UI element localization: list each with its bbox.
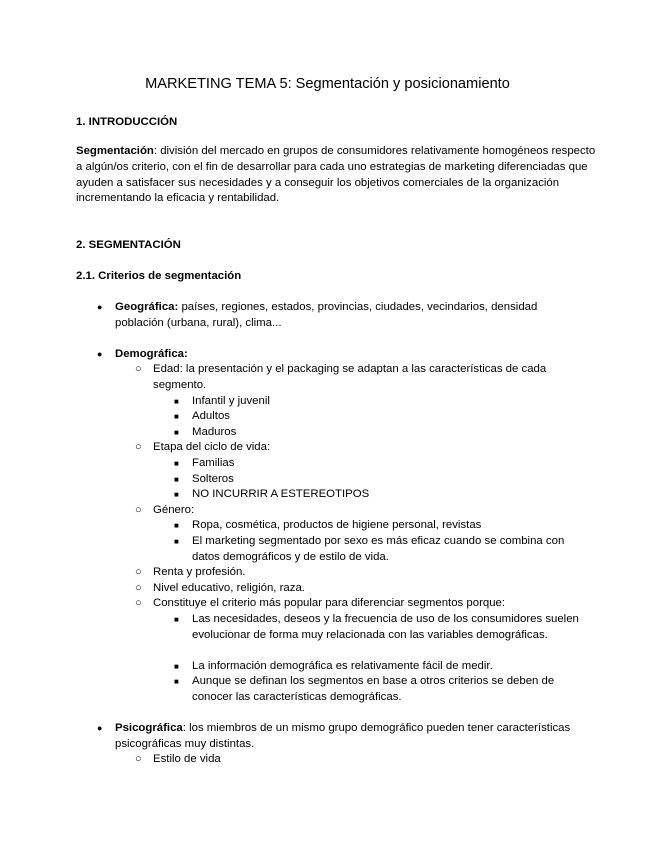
square-bullet-marker: ■: [174, 412, 179, 421]
list-item-text: Familias: [192, 457, 235, 469]
list-item-text: El marketing segmentado por sexo es más eficaz cuando se combina con datos demográficos y de estilo de vida.: [192, 535, 565, 563]
bullet-demografica: [97, 347, 585, 363]
list-item-text: Aunque se definan los segmentos en base a otros criterios se deben de conocer las características demográficas.: [192, 675, 555, 703]
sub-bullet-marker: ○: [135, 441, 142, 453]
sub-bullet-text: Edad: la presentación y el packaging se adaptan a las características de cada segmento.: [153, 363, 547, 391]
list-item: [174, 456, 584, 472]
intro-paragraph: [76, 144, 596, 207]
section-heading-segmentacion: 2. SEGMENTACIÓN: [76, 239, 181, 251]
sub-bullet-genero: [135, 503, 585, 519]
list-item-text: NO INCURRIR A ESTEREOTIPOS: [192, 488, 370, 500]
square-bullet-marker: ■: [174, 397, 179, 406]
square-bullet-marker: ■: [174, 677, 179, 686]
bullet-marker: ●: [97, 349, 103, 359]
sub-bullet-text: Renta y profesión.: [153, 566, 246, 578]
bullet-marker: ●: [97, 302, 103, 312]
intro-definition: : división del mercado en grupos de consumidores relativamente homogéneos respecto a algún/os criterio, con el fin de desarrollar para cada uno estrategias de marketing diferenciadas que ayuden a satisfacer sus necesidades y a conseguir los objetivos comerciales de la organización incrementando la eficacia y rentabilidad.: [76, 145, 596, 205]
list-item-text: Solteros: [192, 473, 234, 485]
square-bullet-marker: ■: [174, 662, 179, 671]
list-item-text: Ropa, cosmética, productos de higiene personal, revistas: [192, 519, 482, 531]
list-item-text: Infantil y juvenil: [192, 395, 270, 407]
list-item: [174, 425, 584, 441]
bullet-psicografica: [97, 721, 585, 752]
bullet-marker: ●: [97, 723, 103, 733]
square-bullet-marker: ■: [174, 475, 179, 484]
list-item-text: Maduros: [192, 426, 237, 438]
sub-bullet-edad: [135, 362, 585, 393]
sub-bullet-nivel: [135, 581, 585, 597]
bullet-label: Demográfica:: [115, 348, 188, 360]
list-item: [174, 612, 584, 643]
list-item: [174, 674, 584, 705]
bullet-text: : los miembros de un mismo grupo demográfico pueden tener características psicográficas muy distintas.: [115, 722, 571, 750]
square-bullet-marker: ■: [174, 615, 179, 624]
intro-term: Segmentación: [76, 145, 154, 157]
bullet-label: Psicográfica: [115, 722, 183, 734]
list-item: [174, 534, 584, 565]
list-item-text: La información demográfica es relativamente fácil de medir.: [192, 660, 493, 672]
sub-bullet-text: Etapa del ciclo de vida:: [153, 441, 271, 453]
sub-bullet-estilo-vida: [135, 752, 585, 768]
subsection-heading-criterios: 2.1. Criterios de segmentación: [76, 270, 242, 282]
list-item: [174, 659, 584, 675]
sub-bullet-marker: ○: [135, 566, 142, 578]
bullet-geografica: [97, 300, 585, 331]
sub-bullet-text: Género:: [153, 504, 195, 516]
list-item-text: Las necesidades, deseos y la frecuencia de uso de los consumidores suelen evolucionar de forma muy relacionada con las variables demográficas.: [192, 613, 579, 641]
sub-bullet-marker: ○: [135, 504, 142, 516]
square-bullet-marker: ■: [174, 428, 179, 437]
sub-bullet-criterio: [135, 596, 585, 612]
sub-bullet-renta: [135, 565, 585, 581]
list-item: [174, 472, 584, 488]
square-bullet-marker: ■: [174, 537, 179, 546]
sub-bullet-text: Nivel educativo, religión, raza.: [153, 582, 305, 594]
square-bullet-marker: ■: [174, 490, 179, 499]
bullet-text: países, regiones, estados, provincias, ciudades, vecindarios, densidad población (urbana, rural), clima...: [115, 301, 538, 329]
list-item: [174, 518, 584, 534]
sub-bullet-marker: ○: [135, 753, 142, 765]
list-item: [174, 394, 584, 410]
bullet-label: Geográfica:: [115, 301, 179, 313]
sub-bullet-marker: ○: [135, 363, 142, 375]
sub-bullet-marker: ○: [135, 582, 142, 594]
sub-bullet-text: Estilo de vida: [153, 753, 221, 765]
sub-bullet-marker: ○: [135, 597, 142, 609]
sub-bullet-etapa: [135, 440, 585, 456]
list-item: [174, 487, 584, 503]
document-title: MARKETING TEMA 5: Segmentación y posicionamiento: [145, 76, 510, 92]
square-bullet-marker: ■: [174, 459, 179, 468]
square-bullet-marker: ■: [174, 521, 179, 530]
list-item-text: Adultos: [192, 410, 230, 422]
section-heading-introduccion: 1. INTRODUCCIÓN: [76, 116, 178, 128]
sub-bullet-text: Constituye el criterio más popular para diferenciar segmentos porque:: [153, 597, 506, 609]
list-item: [174, 409, 584, 425]
